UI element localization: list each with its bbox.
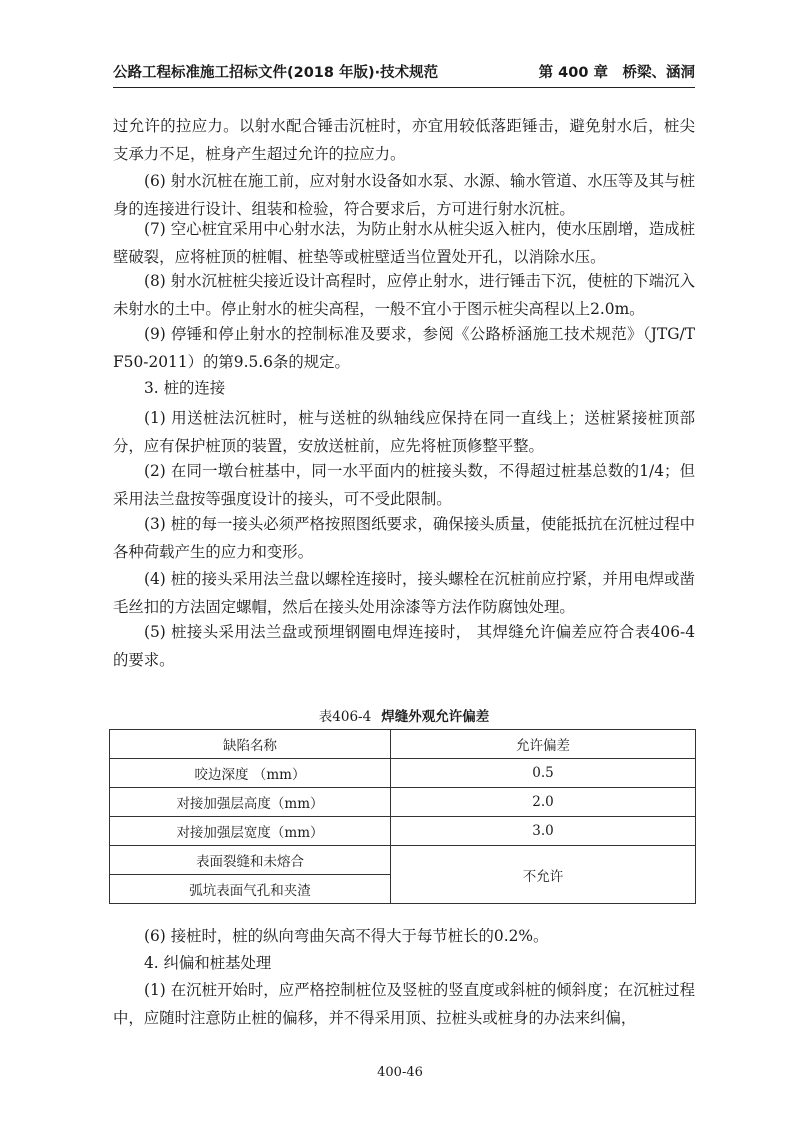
paragraph: (2) 在同一墩台桩基中，同一水平面内的桩接头数，不得超过桩基总数的1/4；但采用法兰盘按等强度设计的接头，可不受此限制。 bbox=[113, 462, 695, 508]
column-header: 缺陷名称 bbox=[110, 730, 391, 759]
table-cell: 弧坑表面气孔和夹渣 bbox=[110, 875, 391, 904]
paragraph: (4) 桩的接头采用法兰盘以螺栓连接时，接头螺栓在沉桩前应拧紧，并用电焊或凿毛丝扣的方法固定螺帽，然后在接头处用涂漆等方法作防腐蚀处理。 bbox=[113, 570, 695, 616]
table-caption bbox=[113, 705, 695, 725]
table-row bbox=[110, 788, 696, 817]
table-cell-merged: 不允许 bbox=[391, 846, 696, 904]
table-title: 焊缝外观允许偏差 bbox=[381, 709, 490, 725]
page-header bbox=[113, 57, 695, 88]
paragraph: (8) 射水沉桩桩尖接近设计高程时，应停止射水，进行锤击下沉，使桩的下端沉入未射水的土中。停止射水的桩尖高程，一般不宜小于图示桩尖高程以上2.0m。 bbox=[113, 272, 695, 318]
table-number: 表406-4 bbox=[318, 709, 372, 725]
paragraph: (9) 停锤和停止射水的控制标准及要求，参阅《公路桥涵施工技术规范》（JTG/T F50-2011）的第9.5.6条的规定。 bbox=[113, 325, 695, 371]
table-cell: 2.0 bbox=[391, 788, 696, 817]
table-header-row bbox=[110, 730, 696, 759]
table-cell: 0.5 bbox=[391, 759, 696, 788]
paragraph: (1) 用送桩法沉桩时，桩与送桩的纵轴线应保持在同一直线上；送桩紧接桩顶部分，应有保护桩顶的装置，安放送桩前，应先将桩顶修整平整。 bbox=[113, 409, 695, 455]
paragraph: (3) 桩的每一接头必须严格按照图纸要求，确保接头质量，使能抵抗在沉桩过程中各种荷载产生的应力和变形。 bbox=[113, 515, 695, 561]
table-cell: 对接加强层高度（mm） bbox=[110, 788, 391, 817]
chapter-title: 第 400 章 桥梁、涵洞 bbox=[538, 65, 695, 81]
table-row bbox=[110, 817, 696, 846]
document-title: 公路工程标准施工招标文件(2018 年版)·技术规范 bbox=[113, 65, 439, 81]
paragraph: (6) 接桩时，桩的纵向弯曲矢高不得大于每节桩长的0.2%。 bbox=[144, 927, 549, 945]
paragraph: (6) 射水沉桩在施工前，应对射水设备如水泵、水源、输水管道、水压等及其与桩身的连接进行设计、组装和检验，符合要求后，方可进行射水沉桩。 bbox=[113, 172, 695, 218]
table-cell: 咬边深度 （mm） bbox=[110, 759, 391, 788]
section-heading: 4. 纠偏和桩基处理 bbox=[144, 954, 272, 972]
table-cell: 3.0 bbox=[391, 817, 696, 846]
table-cell: 对接加强层宽度（mm） bbox=[110, 817, 391, 846]
tolerance-table bbox=[109, 729, 696, 904]
column-header: 允许偏差 bbox=[391, 730, 696, 759]
paragraph: (5) 桩接头采用法兰盘或预埋钢圈电焊连接时， 其焊缝允许偏差应符合表406-4的要求。 bbox=[113, 623, 695, 669]
table-cell: 表面裂缝和未熔合 bbox=[110, 846, 391, 875]
section-heading: 3. 桩的连接 bbox=[144, 379, 226, 397]
paragraph: 过允许的拉应力。以射水配合锤击沉桩时，亦宜用较低落距锤击，避免射水后，桩尖支承力不足，桩身产生超过允许的拉应力。 bbox=[113, 117, 695, 163]
paragraph: (7) 空心桩宜采用中心射水法，为防止射水从桩尖返入桩内，使水压剧增，造成桩壁破裂，应将桩顶的桩帽、桩垫等或桩壁适当位置处开孔，以消除水压。 bbox=[113, 220, 695, 266]
page-number: 400-46 bbox=[377, 1065, 423, 1080]
paragraph: (1) 在沉桩开始时，应严格控制桩位及竖桩的竖直度或斜桩的倾斜度；在沉桩过程中，应随时注意防止桩的偏移，并不得采用顶、拉桩头或桩身的办法来纠偏， bbox=[113, 981, 695, 1027]
table-row bbox=[110, 759, 696, 788]
table-row bbox=[110, 846, 696, 875]
